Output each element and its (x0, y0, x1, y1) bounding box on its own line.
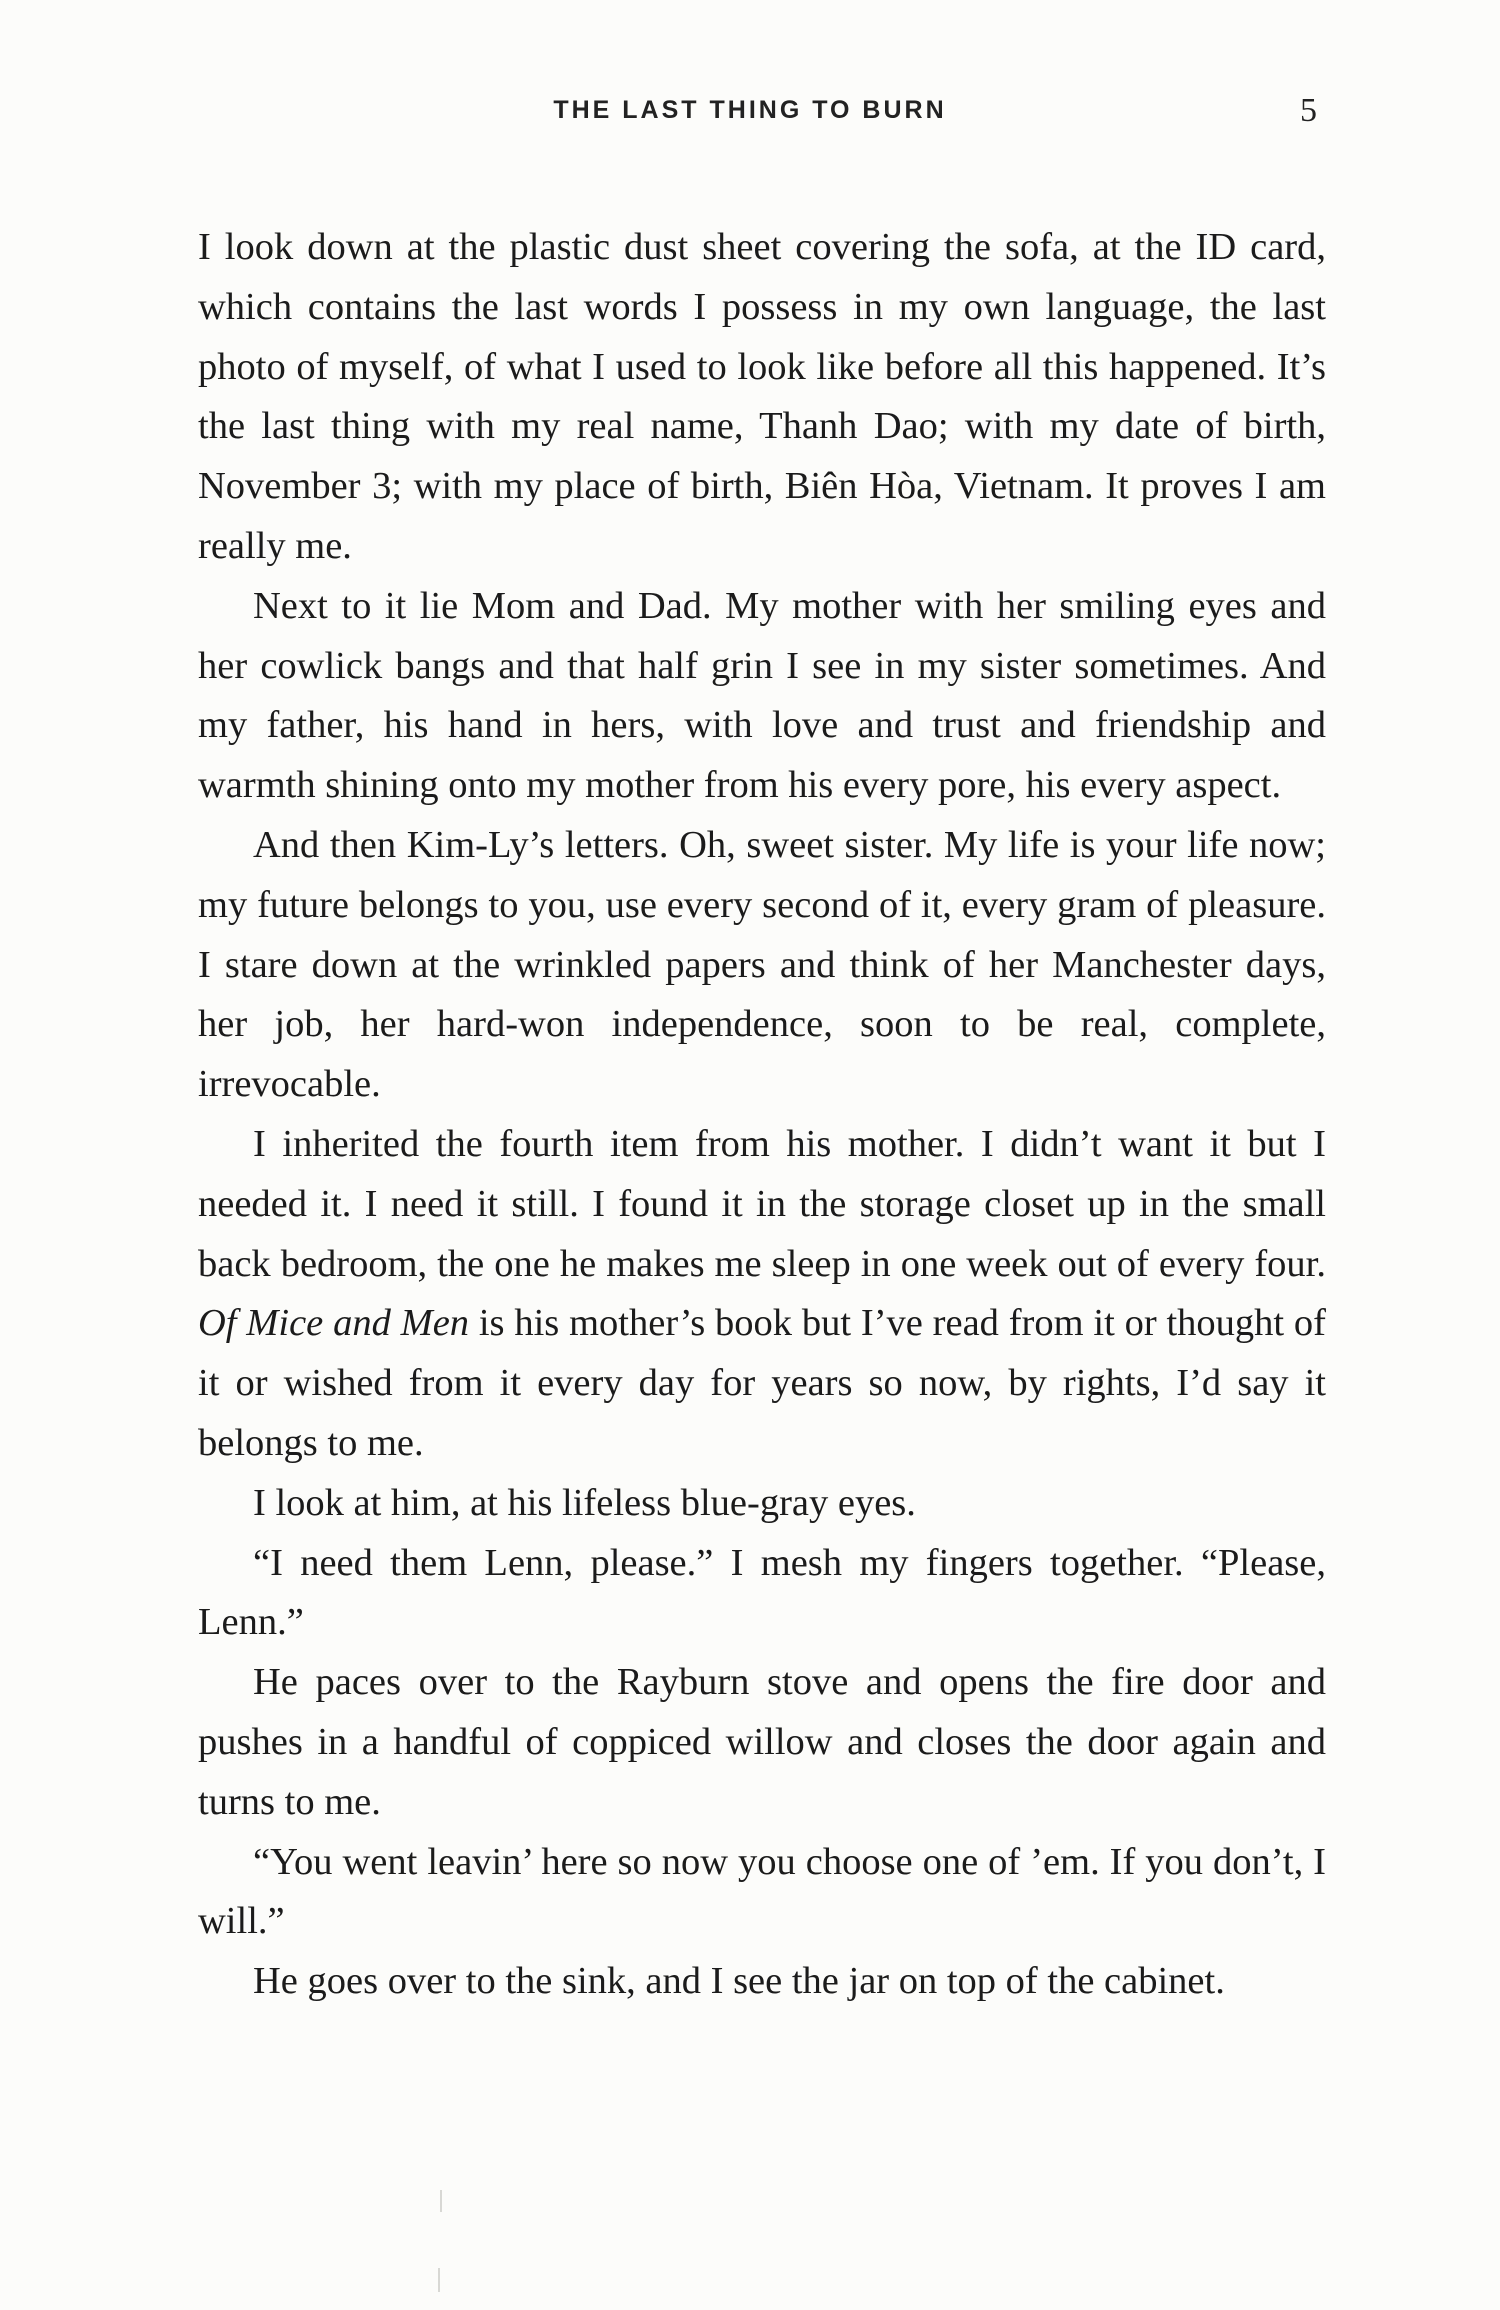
paragraph-4-after-title: is his mother’s book but I’ve read from it or thought of it or wished from it every day for years so now, by rights, I’d say it belongs to me. (198, 1302, 1326, 1464)
paragraph-5: I look at him, at his lifeless blue-gray eyes. (253, 1481, 916, 1524)
book-title-reference: Of Mice and Men (198, 1302, 470, 1345)
page-number: 5 (1300, 92, 1317, 129)
book-title: THE LAST THING TO BURN (553, 96, 947, 124)
scan-mark (438, 2268, 440, 2292)
paragraph-3: And then Kim-Ly’s letters. Oh, sweet sister. My life is your life now; my future belongs to you, use every second of it, every gram of pleasure. I stare down at the wrinkled papers and think of her Manchester days, her job, her hard-won independence, soon to be real, complete, irrevocable. (198, 823, 1326, 1106)
paragraph-7: He paces over to the Rayburn stove and opens the fire door and pushes in a handful of coppiced willow and closes the door again and turns to me. (198, 1661, 1326, 1823)
running-head (0, 92, 1500, 132)
paragraph-8: “You went leavin’ here so now you choose one of ’em. If you don’t, I will.” (198, 1840, 1326, 1943)
scan-mark (440, 2190, 442, 2212)
paragraph-4 (198, 1115, 1326, 1474)
paragraph-4-before-title: I inherited the fourth item from his mother. I didn’t want it but I needed it. I need it still. I found it in the storage closet up in the small back bedroom, the one he makes me sleep in one week out of every four. (198, 1122, 1326, 1285)
body-text (198, 218, 1326, 2012)
paragraph-1: I look down at the plastic dust sheet covering the sofa, at the ID card, which contains the last words I possess in my own language, the last photo of myself, of what I used to look like before all this happened. It’s the last thing with my real name, Thanh Dao; with my date of birth, November 3; with my place of birth, Biên Hòa, Vietnam. It proves I am really me. (198, 226, 1326, 567)
paragraph-6: “I need them Lenn, please.” I mesh my fingers together. “Please, Lenn.” (198, 1541, 1326, 1644)
paragraph-9: He goes over to the sink, and I see the jar on top of the cabinet. (253, 1960, 1225, 2003)
paragraph-2: Next to it lie Mom and Dad. My mother with her smiling eyes and her cowlick bangs and that half grin I see in my sister sometimes. And my father, his hand in hers, with love and trust and friendship and warmth shining onto my mother from his every pore, his every aspect. (198, 584, 1326, 807)
